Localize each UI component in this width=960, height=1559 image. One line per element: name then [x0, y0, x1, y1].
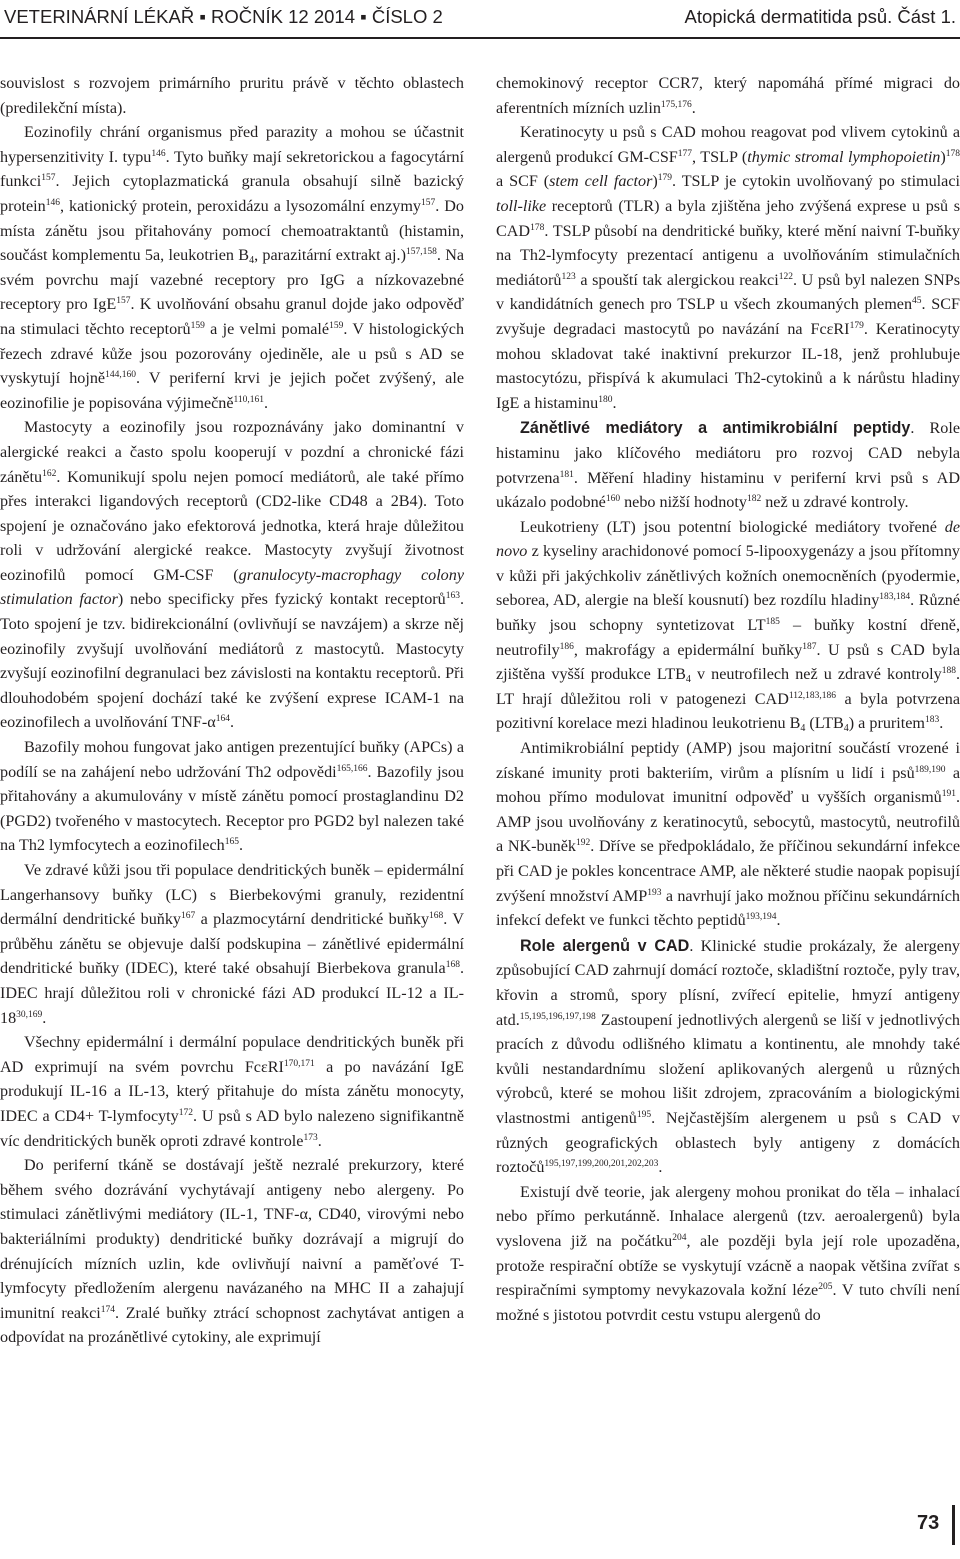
- citation-ref: 192: [575, 838, 591, 849]
- citation-ref: 195,197,199,200,201,202,203: [544, 1159, 659, 1170]
- text-run: .: [691, 99, 696, 117]
- citation-ref: 195: [636, 1109, 652, 1120]
- citation-ref: 30,169: [16, 1009, 43, 1020]
- citation-ref: 157: [420, 197, 436, 208]
- italic-term: thymic stromal lymphopoietin: [747, 148, 941, 166]
- header-rule: [0, 37, 960, 39]
- text-run: . Toto spojení je tzv. bidirekcionální (ovlivňují se navzájem) a skrze něj eozinofily zvyšují uvolňování mediátorů z mastocytů. Mastocyty zvyšují eozinofilní degranulaci bez závislosti na kontaktu receptorů. Při dlouhodobém spojení dochází také ke zvýšení exprese ICAM-1 na eozinofilech a uvolňování TNF-α: [0, 591, 465, 732]
- text-run: ): [940, 148, 946, 166]
- text-run: .: [939, 715, 944, 733]
- paragraph: [0, 72, 464, 121]
- citation-ref: 178: [945, 148, 960, 159]
- journal-info: [4, 0, 443, 34]
- citation-ref: 187: [802, 641, 817, 652]
- citation-ref: 188: [941, 666, 956, 677]
- text-run: . V periferní krvi je jejich počet zvýšený, ale eozinofilie je popisována výjimečně: [0, 370, 464, 412]
- text-run: , makrofágy a epidermální buňky: [573, 641, 803, 659]
- text-run: Eozinofily chrání organismus před parazity a mohou se účastnit hypersenzitivity I. typu: [0, 124, 464, 166]
- right-column: [496, 72, 960, 1328]
- citation-ref: 174: [100, 1304, 116, 1315]
- citation-ref: 180: [598, 394, 613, 405]
- text-run: ) a pruritem: [848, 715, 925, 733]
- citation-ref: 182: [746, 494, 762, 505]
- text-run: , ale později byla její role upozaděna, protože respirační obtíže se vyskytují vzácně a naopak většina zvířat s respiračními symptomy nevykazovala kožní léze: [496, 1232, 960, 1300]
- citation-ref: 146: [151, 148, 166, 159]
- paragraph: [0, 859, 464, 1031]
- left-column: [0, 72, 464, 1351]
- subscript: 4: [843, 723, 849, 735]
- article-title: Atopická dermatitida psů. Část 1.: [684, 6, 956, 27]
- text-run: a mohou přímo modulovat imunitní odpověď u vyšších organismů: [496, 764, 960, 807]
- text-run: a je velmi pomalé: [204, 320, 330, 338]
- citation-ref: 183: [924, 715, 940, 726]
- text-run: . AMP jsou uvolňovány z keratinocytů, sebocytů, mastocytů, neutrofilů a NK-buněk: [496, 789, 960, 856]
- text-run: (LTB: [805, 715, 844, 733]
- text-run: . Zralé buňky ztrácí schopnost zachytávat antigen a odpovídat na prozánětlivé cytokiny, ale exprimují: [0, 1304, 464, 1347]
- text-run: Zastoupení jednotlivých alergenů se liší v jednotlivých pracích z důvodu odlišného klimatu a kontinentu, ale mnohdy také kvůli nestandardnímu složení aplikovaných alergenů u různých výrobců, které se mohou lišit zdrojem, zpracováním a biologickými vlastnostmi antigenů: [496, 1011, 960, 1127]
- text-run: Existují dvě teorie, jak alergeny mohou pronikat do těla – inhalací nebo přímo perkutánně. Inhalace alergenů (tzv. aeroalergenů) byla vyslovena již na počátku: [496, 1183, 960, 1250]
- text-run: . IDEC hrají důležitou roli v chronické fázi AD produkcí IL-12 a IL-18: [0, 960, 464, 1027]
- text-run: . Role histaminu jako klíčového mediátoru pro rozvoj CAD nebyla potvrzena: [496, 420, 960, 487]
- text-run: souvislost s rozvojem primárního pruritu právě v těchto oblastech (predilekční místa).: [0, 75, 464, 117]
- paragraph: [0, 416, 464, 736]
- paragraph: [0, 736, 464, 859]
- text-run: Antimikrobiální peptidy (AMP) jsou majoritní součástí vrozené i získané imunity proti bakteriím, virům a plísním u lidí i psů: [496, 740, 960, 782]
- text-run: Mastocyty a eozinofily jsou rozpoznávány jako dominantní v alergické reakci a často spolu kooperují v pozdní a chronické fázi zánětu: [0, 419, 464, 486]
- text-run: a navrhují jako možnou příčinu sekundárních infekcí defekt ve funkci těchto peptidů: [496, 887, 960, 930]
- text-run: . Do místa zánětu jsou přitahovány pomocí chemoatraktantů (histamin, součást komplementu 5a, leukotrien B: [0, 197, 464, 265]
- text-run: . U psů byl nalezen SNPs v kandidátních genech pro TSLP u všech zkoumaných plemen: [496, 271, 960, 314]
- citation-ref: 160: [605, 494, 621, 505]
- text-run: . Měření hladiny histaminu v periferní krvi psů s AD ukázalo podobné: [496, 469, 960, 512]
- text-run: – buňky kostní dřeně, neutrofily: [496, 617, 960, 659]
- text-run: , parazitární extrakt aj.): [254, 247, 406, 265]
- italic-term: toll-like: [496, 197, 547, 215]
- citation-ref: 172: [178, 1107, 193, 1118]
- citation-ref: 162: [42, 468, 57, 479]
- citation-ref: 181: [559, 469, 574, 480]
- citation-ref: 186: [559, 641, 574, 652]
- text-run: z kyseliny arachidonové pomocí 5-lipooxygenázy a jsou přítomny v kůži při jakýchkoliv zánětlivých kožních onemocněních (pyodermie, seborea, AD, alergie na bleší kousnutí) bez rozdílu hladiny: [496, 543, 960, 610]
- text-run: ): [652, 173, 658, 191]
- volume: ROČNÍK 12: [211, 6, 309, 27]
- text-run: . Nejčastějším alergenem u psů s CAD v různých geografických oblastech byly antigeny z domácích roztočů: [496, 1109, 960, 1177]
- citation-ref: 15,195,196,197,198: [519, 1011, 596, 1022]
- citation-ref: 45: [912, 296, 922, 307]
- text-run: Bazofily mohou fungovat jako antigen prezentující buňky (APCs) a podílí se na zahájení nebo udržování Th2 odpovědi: [0, 739, 464, 781]
- citation-ref: 159: [190, 320, 205, 331]
- citation-ref: 165: [224, 837, 239, 848]
- citation-ref: 168: [445, 960, 460, 971]
- citation-ref: 189,190: [914, 764, 946, 775]
- text-run: Do periferní tkáně se dostávají ještě nezralé prekurzory, které během svého dozrávání vychytávají antigeny nebo alergeny. Po stimulaci zánětlivými mediátory (IL-1, TNF-α, CD40, virovými nebo bakteriálními produkty) dendritické buňky dozrávají a migrují do drénujících mízních uzlin, kde ovlivňují naivní a paměťové T-lymfocyty předložením alergenu navázaného na MHC II a zahajují imunitní reakci: [0, 1157, 464, 1322]
- text-run: .: [776, 912, 781, 930]
- citation-ref: 164: [215, 714, 230, 725]
- citation-ref: 173: [303, 1132, 318, 1143]
- citation-ref: 110,161: [233, 394, 265, 405]
- paragraph: [496, 416, 960, 515]
- running-header: [0, 0, 960, 34]
- citation-ref: 191: [941, 789, 956, 800]
- citation-ref: 179: [657, 173, 673, 184]
- separator-square: ▪: [360, 6, 367, 27]
- separator-square: ▪: [199, 6, 206, 27]
- citation-ref: 157: [41, 173, 56, 184]
- text-run: . V tuto chvíli není možné s jistotou potvrdit cestu vstupu alergenů do: [496, 1282, 960, 1324]
- citation-ref: 157,158: [405, 247, 437, 258]
- citation-ref: 205: [818, 1282, 833, 1293]
- text-run: . Keratinocyty mohou skladovat také inaktivní prekurzor IL-18, jenž prohlubuje mastocytózu, přispívá k akumulaci Th2-cytokinů a k nárůstu hladiny IgE a histaminu: [496, 320, 960, 412]
- text-run: . Jejich cytoplazmatická granula obsahují silně bazický protein: [0, 173, 464, 215]
- text-run: . Bazofily jsou přitahovány a akumulovány v místě zánětu pomocí prostaglandinu D2 (PGD2) tvořeného v mastocytech. Receptor pro PGD2 byl nalezen také na Th2 lymfocytech a eozinofilech: [0, 763, 464, 855]
- citation-ref: 122: [778, 271, 793, 282]
- paragraph: [496, 1181, 960, 1329]
- page-number-bar: [952, 1505, 955, 1545]
- text-run: . LT hrají důležitou roli v patogenezi CAD: [496, 666, 960, 708]
- citation-ref: 163: [445, 591, 460, 602]
- paragraph: [496, 516, 960, 737]
- text-run: . Komunikují spolu nejen pomocí mediátorů, ale také přímo přes interakci ligandových receptorů (CD2-like CD48 a 2B4). Toto spojení je označováno jako efektorová jednotka, která hraje důležitou roli v udržování alergické reakce. Mastocyty zvyšují životnost eozinofilů pomocí GM-CSF (: [0, 468, 464, 584]
- citation-ref: 177: [677, 148, 693, 159]
- citation-ref: 159: [329, 320, 344, 331]
- citation-ref: 146: [45, 197, 60, 208]
- text-run: . K uvolňování obsahu granul dojde jako odpověď na stimulaci těchto receptorů: [0, 296, 465, 338]
- paragraph: [496, 934, 960, 1181]
- citation-ref: 165,166: [336, 763, 368, 774]
- citation-ref: 179: [849, 320, 864, 331]
- text-run: .: [264, 394, 269, 412]
- text-run: . SCF zvyšuje degradaci mastocytů po navázání na FcεRI: [496, 296, 960, 338]
- citation-ref: 204: [672, 1232, 687, 1243]
- text-run: .: [658, 1159, 663, 1177]
- italic-term: de novo: [496, 518, 960, 561]
- year: 2014: [313, 6, 355, 27]
- text-run: chemokinový receptor CCR7, který napomáhá přímé migraci do aferentních mízních uzlin: [496, 75, 960, 117]
- paragraph: [496, 737, 960, 934]
- issue: ČÍSLO 2: [371, 6, 443, 27]
- text-run: . TSLP působí na dendritické buňky, které mění naivní T-buňky na Th2-lymfocyty prezentací antigenu a uvolňováním stimulačních mediátorů: [496, 222, 960, 289]
- text-run: a plazmocytární dendritické buňky: [195, 911, 430, 929]
- citation-ref: 157: [116, 296, 131, 307]
- text-run: . Klinické studie prokázaly, že alergeny způsobující CAD zahrnují domácí roztoče, skladištní roztoče, pyly trav, křovin a stromů, spory plísní, zvířecí epitelie, hmyzí antigeny atd.: [496, 937, 960, 1029]
- text-run: a SCF (: [496, 173, 550, 191]
- journal-name: VETERINÁRNÍ LÉKAŘ: [4, 6, 195, 27]
- citation-ref: 178: [530, 222, 545, 233]
- text-run: . TSLP je cytokin uvolňovaný po stimulaci: [672, 173, 960, 191]
- text-run: .: [229, 714, 234, 732]
- text-run: . Různé buňky jsou schopny syntetizovat LT: [496, 592, 960, 635]
- section-heading: Role alergenů v CAD: [520, 936, 690, 955]
- text-run: v neutrofilech než u zdravé kontroly: [690, 666, 942, 684]
- citation-ref: 144,160: [105, 370, 136, 381]
- text-run: . V histologických řezech zdravé kůže jsou pozorovány ojediněle, ale u psů s AD se vyskytují hojně: [0, 320, 465, 388]
- text-run: a po navázání IgE produkují IL-16 a IL-13, který přitahuje do místa zánětu monocyty, IDEC a CD4+ T-lymfocyty: [0, 1058, 464, 1125]
- paragraph: [496, 72, 960, 121]
- text-run: a byla potvrzena pozitivní korelace mezi hladinou leukotrienu B: [496, 690, 960, 733]
- italic-term: stem cell factor: [549, 173, 653, 191]
- text-run: .: [42, 1009, 47, 1027]
- section-heading: Zánětlivé mediátory a antimikrobiální peptidy: [520, 419, 911, 438]
- subscript: 4: [249, 255, 255, 267]
- citation-ref: 193,194: [745, 912, 777, 923]
- text-run: Všechny epidermální i dermální populace dendritických buněk při AD exprimují na svém povrchu FcεRI: [0, 1034, 464, 1076]
- subscript: 4: [685, 674, 691, 686]
- text-run: a spouští tak alergickou reakci: [575, 271, 779, 289]
- citation-ref: 193: [647, 887, 662, 898]
- text-run: , kationický protein, peroxidázu a lysozomální enzymy: [59, 197, 421, 215]
- text-run: .: [317, 1132, 322, 1150]
- italic-term: granulocyty-macrophagy colony stimulation factor: [0, 566, 464, 609]
- text-run: .: [238, 837, 243, 855]
- text-run: Ve zdravé kůži jsou tři populace dendritických buněk – epidermální Langerhansovy buňky (LC) s Bierbekovými granuly, rezidentní dermální dendritické buňky: [0, 862, 464, 929]
- text-run: . V průběhu zánětu se objevuje další podskupina – zánětlivé epidermální dendritické buňky (IDEC), které také obsahují Bierbekova granula: [0, 911, 465, 978]
- text-run: receptorů (TLR) a byla zjištěna jeho zvýšená exprese u psů s CAD: [496, 197, 960, 240]
- text-run: Keratinocyty u psů s CAD mohou reagovat pod vlivem cytokinů a alergenů produkcí GM-CSF: [496, 124, 960, 166]
- text-run: než u zdravé kontroly.: [761, 494, 909, 512]
- paragraph: [496, 121, 960, 416]
- text-run: . U psů s CAD byla zjištěna vyšší produkce LTB: [496, 641, 960, 684]
- text-run: . Na svém povrchu mají vazebné receptory pro IgG a nízkovazebné receptory pro IgE: [0, 247, 465, 314]
- page-number: 73: [917, 1512, 940, 1534]
- text-run: .: [612, 394, 617, 412]
- citation-ref: 183,184: [879, 592, 911, 603]
- text-run: , TSLP (: [692, 148, 748, 166]
- text-run: ) nebo specificky přes fyzický kontakt receptorů: [117, 591, 446, 609]
- paragraph: [0, 1154, 464, 1351]
- paragraph: [0, 1031, 464, 1154]
- citation-ref: 112,183,186: [788, 690, 837, 701]
- text-run: . U psů s AD bylo nalezeno signifikantně víc dendritických buněk oproti zdravé kontrole: [0, 1107, 464, 1150]
- citation-ref: 175,176: [660, 99, 692, 110]
- text-run: nebo nižší hodnoty: [620, 494, 747, 512]
- citation-ref: 170,171: [283, 1058, 315, 1069]
- paragraph: [0, 121, 464, 416]
- citation-ref: 185: [765, 617, 780, 628]
- citation-ref: 168: [429, 911, 444, 922]
- subscript: 4: [800, 723, 806, 735]
- text-run: Leukotrieny (LT) jsou potentní biologické mediátory tvořené: [520, 518, 945, 536]
- text-run: . Dříve se předpokládalo, že příčinou sekundární infekce při CAD je pokles koncentrace AMP, ale některé studie naopak popisují zvýšení množství AMP: [496, 838, 960, 905]
- text-run: . Tyto buňky mají sekretorickou a fagocytární funkci: [0, 148, 464, 191]
- citation-ref: 167: [181, 911, 196, 922]
- citation-ref: 123: [561, 271, 576, 282]
